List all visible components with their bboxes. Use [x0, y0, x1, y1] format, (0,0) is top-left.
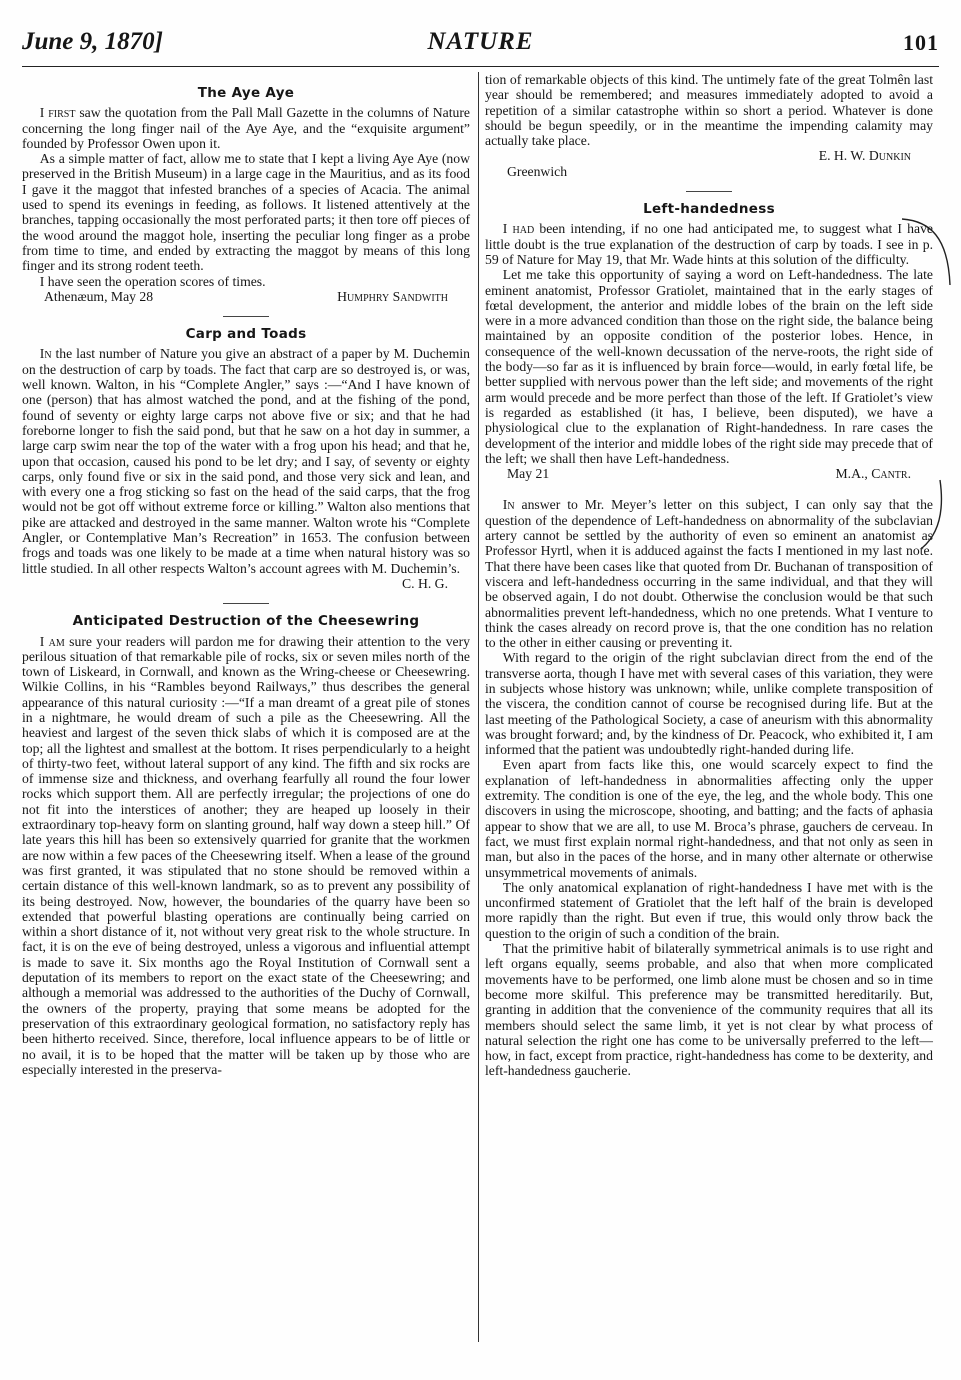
paragraph: Let me take this opportunity of saying a word on Left-handedness. The late eminent anatomist, Professor Gratiolet, maintained that in the early stages of fœtal development, the anterior and middle lobes of the brain on the left side were in a more advanced condition than those on the right side, the balance being maintained by an opposite condition of the posterior lobes. Hence, in consequence of the well-known decussation of the nerve-roots, the right side of the body—so far as it is influenced by brain force—would, in early fœtal life, be better supplied with nervous power than the left side; and movements of the right arm would precede and be more perfect than those of the left. If Gratiolet’s view is regarded as established (it has, I believe, been disputed), we have a physiological clue to the explanation of Right-handedness. In rare cases the development of the interior and middle lobes of the right side may precede that of the left; we shall then have Left-handedness. — [485, 267, 933, 466]
paragraph: the last number of Nature you give an abstract of a paper by M. Duchemin on the destruction of carp by toads. The fact that carp are so destroyed is, or was, well known. Walton, in his “Complete Angler,” says :—“And I have known of one (person) that has almost watched the pond, and at the fishing of the pond, found of seventy or eighty large carps not above five or six; and that he had foreborne longer to fish the said pond, but that he saw on a hot day in summer, a large carp swim near the top of the water with a frog upon his head; and that he, upon that occasion, caused his pond to be let dry; and I say, of seventy or eighty carps, only found five or six in the said pond, and those very sick and lean, and with every one a frog sticking so fast on the head of the said carps, that the frog would not be got off without extreme force or killing.” Walton also mentions that pike are attacked and destroyed in the same manner. Walton wrote his “Complete Angler, or Contemplative Man’s Recreation” in 1653. The confusion between frogs and toads was one likely to be made at a time when natural history was so little studied. In all other respects Walton’s account agrees with M. Duchemin’s. — [22, 346, 470, 576]
paragraph: The only anatomical explanation of right-handedness I have met with is the unconfirmed statement of Gratiolet that the left half of the brain is developed more rapidly than the right. But even if true, this would only throw back the question to the origin of such a condition of the brain. — [485, 879, 933, 941]
signature-line — [485, 466, 933, 481]
lead-word: In — [39, 346, 52, 362]
paragraph: I have seen the operation scores of times. — [39, 273, 266, 289]
article-title: Carp and Toads — [185, 326, 307, 343]
journal-title: NATURE — [427, 28, 534, 55]
lead-word: I had — [502, 221, 535, 237]
right-column — [485, 72, 933, 1079]
margin-bracket-mark — [918, 478, 948, 553]
spacer — [485, 481, 933, 497]
section-divider — [223, 316, 269, 317]
paragraph: sure your readers will pardon me for drawing their attention to the very perilous situation of that remarkable pile of rocks, six or seven miles north of the town of Liskeard, in Cornwall, and known as the Wring-cheese or Cheesewring. Wilkie Collins, in his “Rambles beyond Railways,” thus describes the general appearance of this natural curiosity :—“If a man dreamt of a great pile of stones in a nightmare, he would dream of such a pile as the Cheesewring. All the heaviest and largest of the seven thick slabs of which it is composed are at the top; all the lightest and smallest at the bottom. It rises perpendicularly to a height of thirty-two feet, without lateral support of any kind. The fifth and six rocks are of immense size and thickness, and overhang fearfully all round the four lower rocks which support them. All are perfectly irregular; the projections of one do not fit into the interstices of another; they are heaped up loosely in their extraordinary top-heavy form on slanting ground, half way down a steep hill.” Of late years this hill has been so extensively quarried for granite that the workmen are now within a few paces of the Cheesewring itself. When a lease of the ground was first granted, it was stipulated that no stone should be removed within a certain distance of this well-known landmark, so as to prevent any possibility of its being destroyed. Now, however, the boundaries of the quarry have been so extended that powerful blasting operations are continually being carried on within a short distance of it, not without very great risk to the whole structure. In fact, it is on the eve of being destroyed, unless a vigorous and influential attempt is made to save it. Six months ago the Royal Institution of Cornwall sent a deputation of its members to report on the exact state of the Cheesewring; and although a memorial was addressed to the authorities of the Duchy of Cornwall, the owners of the property, praying that some means be adopted for the preservation of this extraordinary geological formation, no satisfactory reply has been hitherto received. Since, therefore, local influence appears to be of little or no avail, it is to be hoped that the matter will be taken up by those who are especially interested in the preserva- — [22, 633, 471, 1077]
article-aye-aye — [22, 86, 470, 304]
article-title: Anticipated Destruction of the Cheesewring — [72, 613, 420, 630]
paragraph: With regard to the origin of the right subclavian direct from the end of the transverse aorta, though I have met with several cases of this variation, they were in subjects whose history was unknown; while, unlike complete transposition of the viscera, the condition cannot of course be recognised during life. But at the last meeting of the Pathological Society, a case of aneurism with this abnormality was brought forward; and, by the kindness of Dr. Peacock, who exhibited it, I am informed that the patient was undoubtedly right-handed during life. — [485, 650, 933, 758]
dateline: Athenæum, May 28 — [44, 288, 154, 304]
lead-word: In — [502, 497, 515, 513]
lead-word: I first — [39, 105, 76, 121]
signature-line — [485, 148, 933, 163]
lead-word: I am — [39, 633, 65, 649]
dateline: Greenwich — [507, 163, 568, 179]
author-signature: M.A., Cantr. — [835, 466, 911, 482]
paragraph: As a simple matter of fact, allow me to state that I kept a living Aye Aye (now preserved in the British Museum) in a large cage in the Mauritius, and as its food I gave it the maggot that infested branches of a species of Acacia. The animal used to spend its evenings in feeding, as follows. It listened attentively at the branches, tapping occasionally the most perforated parts; it then tore off pieces of the wood around the maggot hole, inserting the peculiar long finger as a probe from time to time, and ended by extracting the maggot by means of this long finger and its strong rodent teeth. — [22, 151, 470, 274]
left-column — [22, 72, 479, 1342]
section-divider — [223, 603, 269, 604]
article-title: The Aye Aye — [197, 85, 295, 101]
paragraph: saw the quotation from the Pall Mall Gazette in the columns of Nature concerning the long finger nail of the Aye Aye, and the “exquisite argument” founded by Professor Owen upon it. — [22, 105, 470, 151]
signature-line — [22, 576, 470, 591]
issue-date: June 9, 1870] — [22, 28, 163, 55]
paragraph: That the primitive habit of bilaterally symmetrical animals is to use right and left organs equally, seems probable, and also that when more complicated movements have to be performed, one limb alone must be chosen and so in time become more skilful. This preference may be transmitted hereditarily. But, granting in addition that the convenience of the community requires that all its members should select the same limb, it yet is not clear by what process of natural selection the right one has come to be universally preferred to the left—how, in fact, except from practice, right-handedness has come to be dexterity, and left-handedness gaucherie. — [485, 941, 933, 1079]
article-title: Left-handedness — [643, 201, 775, 218]
section-divider — [686, 191, 732, 192]
signature-line — [22, 289, 470, 304]
article-left-handedness — [485, 202, 933, 1079]
bracket-curve — [922, 480, 941, 548]
paragraph: been intending, if no one had anticipated me, to suggest what I have little doubt is the true explanation of the destruction of carp by toads. I see in p. 59 of Nature for May 19, that Mr. Wade hints at this solution of the difficulty. — [485, 221, 933, 267]
paragraph: tion of remarkable objects of this kind. The untimely fate of the great Tolmên last year should be remembered; and measures immediately adopted to avoid a repetition of a similar catastrophe within so short a period. Whatever is done should be begun speedily, or in the meantime the impending calamity may actually take place. — [485, 72, 933, 149]
bracket-curve — [902, 219, 950, 285]
article-carp-and-toads — [22, 327, 470, 591]
article-cheesewring — [22, 614, 470, 1077]
author-signature: E. H. W. Dunkin — [818, 148, 911, 164]
margin-bracket-mark — [900, 215, 955, 290]
header-rule — [22, 66, 939, 67]
author-signature: C. H. G. — [401, 575, 448, 591]
paragraph: answer to Mr. Meyer’s letter on this subject, I can only say that the question of the dependence of Left-handedness on abnormality of the subclavian artery cannot be settled by the authority of even so eminent an anatomist as Professor Hyrtl, when it is adduced against the facts I mentioned in my last note. That there have been cases like that quoted from Dr. Buchanan of transposition of viscera and left-handedness occurring in the same individual, and that they will be observed again, I do not doubt. Otherwise the conclusion would be that such abnormalities prevent left-handedness, which no one pretends. What I venture to think the cases already on record prove is, that the one condition has no relation to the other in either causing or preventing it. — [485, 497, 933, 651]
paragraph: Even apart from facts like this, one would scarcely expect to find the explanation of left-handedness in abnormalities affecting only the upper extremity. The condition is one of the eye, the leg, and the whole body. This one discovers in using the microscope, shooting, and batting; and the facts of aphasia appear to show that we are all, to use M. Broca’s phrase, gauchers de cerveau. In fact, we must first explain normal right-handedness, and that not only as seen in man, but also in the paces of the horse, and in many other alternate or otherwise unsymmetrical movements of animals. — [485, 757, 933, 880]
author-signature: Humphry Sandwith — [337, 288, 448, 304]
article-cheesewring-continued — [485, 72, 933, 179]
dateline: May 21 — [507, 466, 550, 482]
page-header — [22, 22, 939, 62]
page-number: 101 — [903, 30, 939, 55]
